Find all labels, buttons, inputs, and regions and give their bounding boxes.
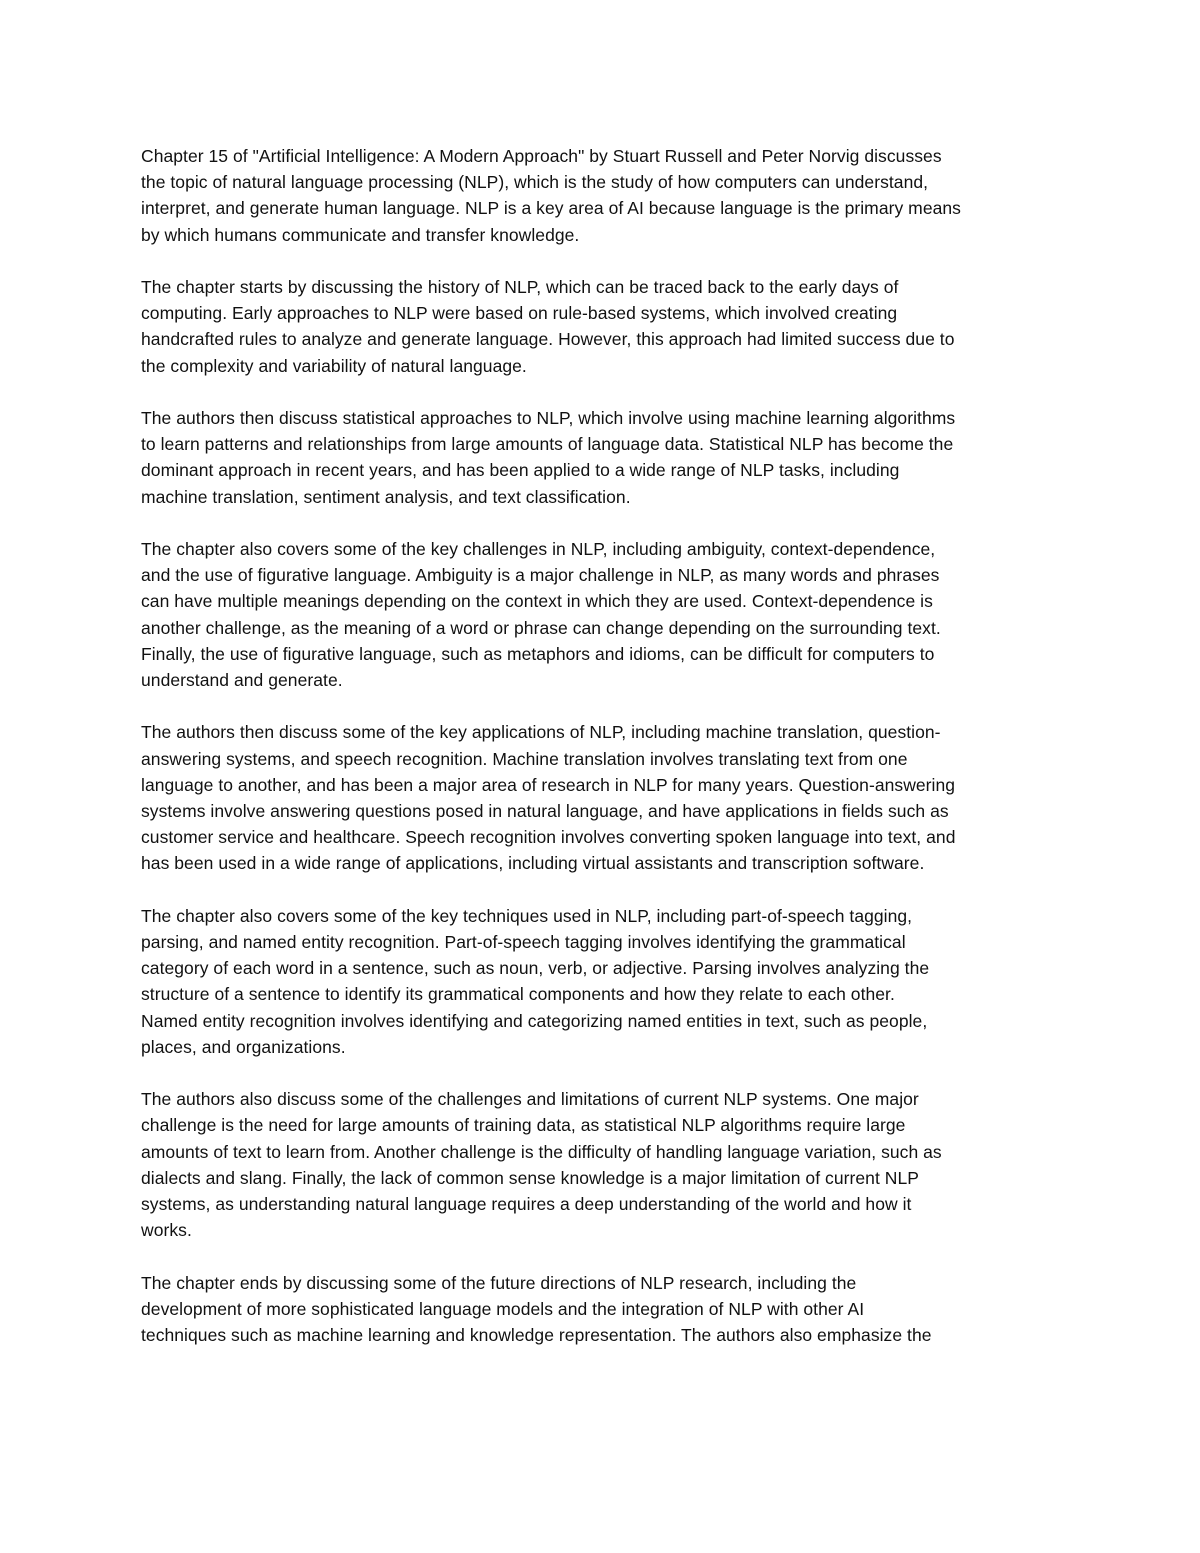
text-line: computing. Early approaches to NLP were based on rule-based systems, which involved creating [141,303,898,324]
document-body [141,143,1061,1374]
text-line: Finally, the use of figurative language, such as metaphors and idioms, can be difficult for computers to [141,643,935,664]
text-line: The chapter also covers some of the key challenges in NLP, including ambiguity, context-dependence, [141,539,936,559]
paragraph [141,143,1061,248]
text-line: techniques such as machine learning and knowledge representation. The authors also emphasize the [141,1325,932,1346]
text-line: The chapter also covers some of the key techniques used in NLP, including part-of-speech tagging, [141,905,913,926]
paragraph [141,903,1061,1060]
text-line: machine translation, sentiment analysis, and text classification. [141,486,631,507]
text-line: the complexity and variability of natural language. [141,355,527,376]
text-line: dominant approach in recent years, and has been applied to a wide range of NLP tasks, including [141,460,900,481]
text-line: and the use of figurative language. Ambiguity is a major challenge in NLP, as many words and phrases [141,565,940,586]
text-line: Named entity recognition involves identifying and categorizing named entities in text, such as people, [141,1010,928,1031]
text-line: The chapter starts by discussing the history of NLP, which can be traced back to the early days of [141,277,899,297]
text-line: to learn patterns and relationships from large amounts of language data. Statistical NLP has become the [141,434,954,455]
text-line: handcrafted rules to analyze and generate language. However, this approach had limited success due to [141,329,955,350]
text-line: systems involve answering questions posed in natural language, and have applications in fields such as [141,801,949,822]
text-line: challenge is the need for large amounts of training data, as statistical NLP algorithms require large [141,1115,906,1136]
text-line: works. [141,1220,192,1241]
text-line: The chapter ends by discussing some of the future directions of NLP research, including the [141,1272,857,1293]
text-line: amounts of text to learn from. Another challenge is the difficulty of handling language variation, such as [141,1141,942,1162]
text-line: another challenge, as the meaning of a word or phrase can change depending on the surrounding text. [141,617,941,638]
text-line: parsing, and named entity recognition. Part-of-speech tagging involves identifying the grammatical [141,932,906,953]
text-line: understand and generate. [141,670,343,691]
paragraph [141,405,1061,510]
text-line: category of each word in a sentence, such as noun, verb, or adjective. Parsing involves analyzing the [141,958,930,979]
text-line: The authors then discuss statistical approaches to NLP, which involve using machine learning algorithms [141,408,956,428]
text-line: can have multiple meanings depending on the context in which they are used. Context-dependence is [141,591,933,612]
paragraph [141,1270,1061,1349]
text-line: The authors also discuss some of the challenges and limitations of current NLP systems. One major [141,1089,919,1110]
text-line: Chapter 15 of "Artificial Intelligence: A Modern Approach" by Stuart Russell and Peter Norvig discusses [141,146,942,166]
text-line: customer service and healthcare. Speech recognition involves converting spoken language into text, and [141,827,956,848]
text-line: The authors then discuss some of the key applications of NLP, including machine translation, question- [141,722,941,743]
text-line: places, and organizations. [141,1036,346,1057]
text-line: the topic of natural language processing (NLP), which is the study of how computers can understand, [141,172,929,193]
text-line: systems, as understanding natural language requires a deep understanding of the world and how it [141,1194,912,1215]
text-line: by which humans communicate and transfer knowledge. [141,224,580,245]
text-line: dialects and slang. Finally, the lack of common sense knowledge is a major limitation of current NLP [141,1167,919,1188]
paragraph [141,536,1061,693]
paragraph [141,719,1061,876]
text-line: interpret, and generate human language. NLP is a key area of AI because language is the primary means [141,198,961,219]
text-line: answering systems, and speech recognition. Machine translation involves translating text from one [141,748,908,769]
paragraph [141,274,1061,379]
text-line: has been used in a wide range of applications, including virtual assistants and transcription software. [141,853,925,874]
text-line: language to another, and has been a major area of research in NLP for many years. Question-answering [141,774,956,795]
text-line: development of more sophisticated language models and the integration of NLP with other AI [141,1298,865,1319]
text-line: structure of a sentence to identify its grammatical components and how they relate to each other. [141,984,895,1005]
paragraph [141,1086,1061,1243]
